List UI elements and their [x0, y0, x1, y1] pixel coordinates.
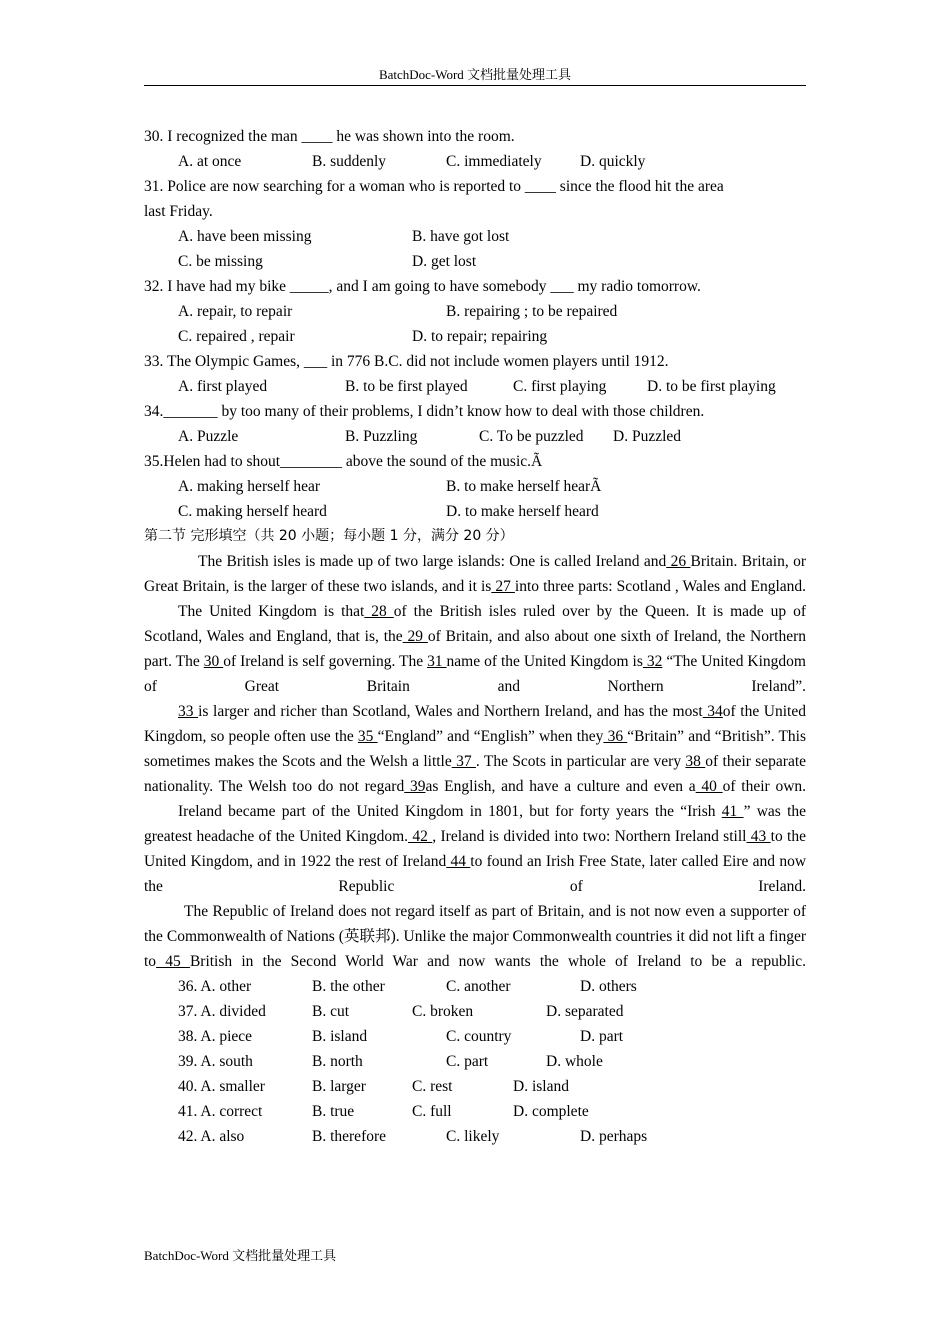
question-options	[144, 499, 806, 524]
blank-37: 37	[451, 753, 476, 770]
option-c: C. repaired , repair	[178, 328, 295, 345]
cloze-option-row	[144, 999, 806, 1024]
option-d: D. to repair; repairing	[412, 328, 548, 345]
blank-35: 35	[357, 728, 378, 745]
option-d: D. to be first playing	[647, 378, 776, 395]
passage-text: of the British isles ruled over by the Queen. It is made up of Scotland, Wales and England, that is, the	[144, 603, 807, 645]
blank-42: 42	[408, 828, 433, 845]
option-c: C. immediately	[446, 153, 542, 170]
passage-text: name of the United Kingdom is	[446, 653, 643, 670]
question-stem: 33. The Olympic Games, ___ in 776 B.C. did not include women players until 1912.	[144, 353, 669, 370]
cloze-option-row	[144, 1124, 806, 1149]
question-stem: 31. Police are now searching for a woman who is reported to ____ since the flood hit the area	[144, 178, 724, 195]
blank-33: 33	[178, 703, 199, 720]
question-stem-continued: last Friday.	[144, 203, 213, 220]
option-a: 36. A. other	[178, 978, 252, 995]
passage-paragraph	[144, 599, 806, 699]
passage-text: British in the Second World War and now wants the whole of Ireland to be a republic.	[189, 953, 807, 970]
option-a: A. have been missing	[178, 228, 312, 245]
blank-44: 44	[446, 853, 471, 870]
option-b: B. therefore	[312, 1128, 387, 1145]
option-b: B. true	[312, 1103, 355, 1120]
option-d: D. perhaps	[580, 1128, 648, 1145]
option-d: D. quickly	[580, 153, 646, 170]
option-b: B. suddenly	[312, 153, 387, 170]
option-a: 37. A. divided	[178, 1003, 266, 1020]
question-options	[144, 299, 806, 324]
option-d: D. part	[580, 1028, 624, 1045]
option-d: D. complete	[513, 1103, 589, 1120]
passage-text: as English, and have a culture and even a	[425, 778, 696, 795]
cloze-option-row	[144, 1024, 806, 1049]
option-b: B. to make herself hearÃ	[446, 478, 602, 495]
header-divider	[144, 85, 806, 86]
blank-26: 26	[666, 553, 691, 570]
passage-paragraph	[144, 799, 806, 899]
passage-text: of Ireland is self governing. The	[223, 653, 428, 670]
option-a: 38. A. piece	[178, 1028, 253, 1045]
option-a: 40. A. smaller	[178, 1078, 265, 1095]
option-d: D. to make herself heard	[446, 503, 599, 520]
passage-text: “Britain” and “British”. This sometimes makes the Scots and the Welsh a little	[144, 728, 807, 770]
passage-text: “England” and “English” when they	[377, 728, 604, 745]
passage-text: The Republic of Ireland does not regard itself as part of Britain, and is not now even a supporter of the Commonwealth of Nations (英联邦). Unlike the major Commonwealth countries it did not lift a finger to	[144, 903, 806, 970]
passage-text: is larger and richer than Scotland, Wales and Northern Ireland, and has the most	[198, 703, 703, 720]
question-options	[144, 149, 806, 174]
question-options	[144, 424, 806, 449]
blank-34: 34	[702, 703, 723, 720]
option-a: 39. A. south	[178, 1053, 253, 1070]
blank-36: 36	[603, 728, 628, 745]
option-a: A. Puzzle	[178, 428, 239, 445]
blank-40: 40	[695, 778, 723, 795]
option-a: A. making herself hear	[178, 478, 321, 495]
option-d: D. island	[513, 1078, 569, 1095]
option-c: C. part	[446, 1053, 489, 1070]
blank-27: 27	[491, 578, 515, 595]
option-d: D. whole	[546, 1053, 603, 1070]
option-b: B. north	[312, 1053, 363, 1070]
passage-text: “The United Kingdom of Great Britain and Northern Ireland”.	[144, 653, 806, 695]
passage-text: of Britain, and also about one sixth of Ireland, the Northern part. The	[144, 628, 807, 670]
passage-text: of their own.	[722, 778, 807, 795]
passage-text: into three parts: Scotland , Wales and England.	[514, 578, 807, 595]
blank-30: 30	[203, 653, 224, 670]
passage-text: to the United Kingdom, and in 1922 the rest of Ireland	[144, 828, 806, 870]
blank-39: 39	[404, 778, 426, 795]
blank-45: 45	[156, 953, 190, 970]
blank-29: 29	[402, 628, 428, 645]
passage-paragraph	[144, 549, 806, 599]
option-b: B. to be first played	[345, 378, 468, 395]
option-a: A. at once	[178, 153, 242, 170]
option-d: D. get lost	[412, 253, 477, 270]
option-c: C. full	[412, 1103, 452, 1120]
option-c: C. country	[446, 1028, 512, 1045]
option-d: D. others	[580, 978, 637, 995]
cloze-option-row	[144, 1049, 806, 1074]
passage-paragraph	[144, 699, 806, 799]
passage-paragraph	[144, 899, 806, 974]
option-c: C. likely	[446, 1128, 500, 1145]
option-d: D. separated	[546, 1003, 624, 1020]
section-title: 第二节 完形填空（共 20 小题；每小题 1 分，满分 20 分）	[144, 528, 514, 544]
option-b: B. Puzzling	[345, 428, 418, 445]
option-c: C. To be puzzled	[479, 428, 584, 445]
option-c: C. making herself heard	[178, 503, 327, 520]
option-a: A. repair, to repair	[178, 303, 293, 320]
blank-38: 38	[685, 753, 706, 770]
passage-text: Ireland became part of the United Kingdom in 1801, but for forty years the “Irish	[178, 803, 722, 820]
option-b: B. cut	[312, 1003, 350, 1020]
question-stem: 30. I recognized the man ____ he was shown into the room.	[144, 128, 515, 145]
blank-41: 41	[721, 803, 744, 820]
question-options	[144, 474, 806, 499]
passage-text: The United Kingdom is that	[178, 603, 365, 620]
option-c: C. another	[446, 978, 511, 995]
page-footer: BatchDoc-Word 文档批量处理工具	[144, 1248, 337, 1263]
cloze-option-row	[144, 974, 806, 999]
question-stem: 32. I have had my bike _____, and I am going to have somebody ___ my radio tomorrow.	[144, 278, 701, 295]
option-c: C. first playing	[513, 378, 607, 395]
question-options	[144, 224, 806, 249]
option-c: C. broken	[412, 1003, 474, 1020]
question-stem: 34._______ by too many of their problems, I didn’t know how to deal with those children.	[144, 403, 705, 420]
option-d: D. Puzzled	[613, 428, 682, 445]
document-body	[144, 124, 806, 1149]
option-b: B. have got lost	[412, 228, 510, 245]
question-options	[144, 324, 806, 349]
option-c: C. rest	[412, 1078, 453, 1095]
question-options	[144, 249, 806, 274]
option-b: B. the other	[312, 978, 385, 995]
passage-text: of their separate nationality. The Welsh too do not regard	[144, 753, 807, 795]
question-options	[144, 374, 806, 399]
passage-text: , Ireland is divided into two: Northern Ireland still	[432, 828, 747, 845]
blank-43: 43	[746, 828, 771, 845]
page-header: BatchDoc-Word 文档批量处理工具	[378, 67, 572, 82]
passage-text: Britain. Britain, or Great Britain, is the larger of these two islands, and it is	[144, 553, 807, 595]
option-a: A. first played	[178, 378, 268, 395]
option-b: B. island	[312, 1028, 368, 1045]
passage-text: The British isles is made up of two large islands: One is called Ireland and	[198, 553, 667, 570]
question-stem: 35.Helen had to shout________ above the sound of the music.Ã	[144, 453, 543, 470]
passage-text: ” was the greatest headache of the United Kingdom.	[144, 803, 807, 845]
option-b: B. larger	[312, 1078, 366, 1095]
blank-31: 31	[427, 653, 447, 670]
cloze-option-row	[144, 1099, 806, 1124]
option-a: 42. A. also	[178, 1128, 245, 1145]
passage-text: to found an Irish Free State, later called Eire and now the Republic of Ireland.	[144, 853, 807, 895]
blank-32: 32	[642, 653, 663, 670]
passage-text: . The Scots in particular are very	[475, 753, 686, 770]
blank-28: 28	[364, 603, 394, 620]
option-a: 41. A. correct	[178, 1103, 263, 1120]
option-c: C. be missing	[178, 253, 263, 270]
passage-text: of the United Kingdom, so people often use the	[144, 703, 806, 745]
cloze-option-row	[144, 1074, 806, 1099]
option-b: B. repairing ; to be repaired	[446, 303, 618, 320]
